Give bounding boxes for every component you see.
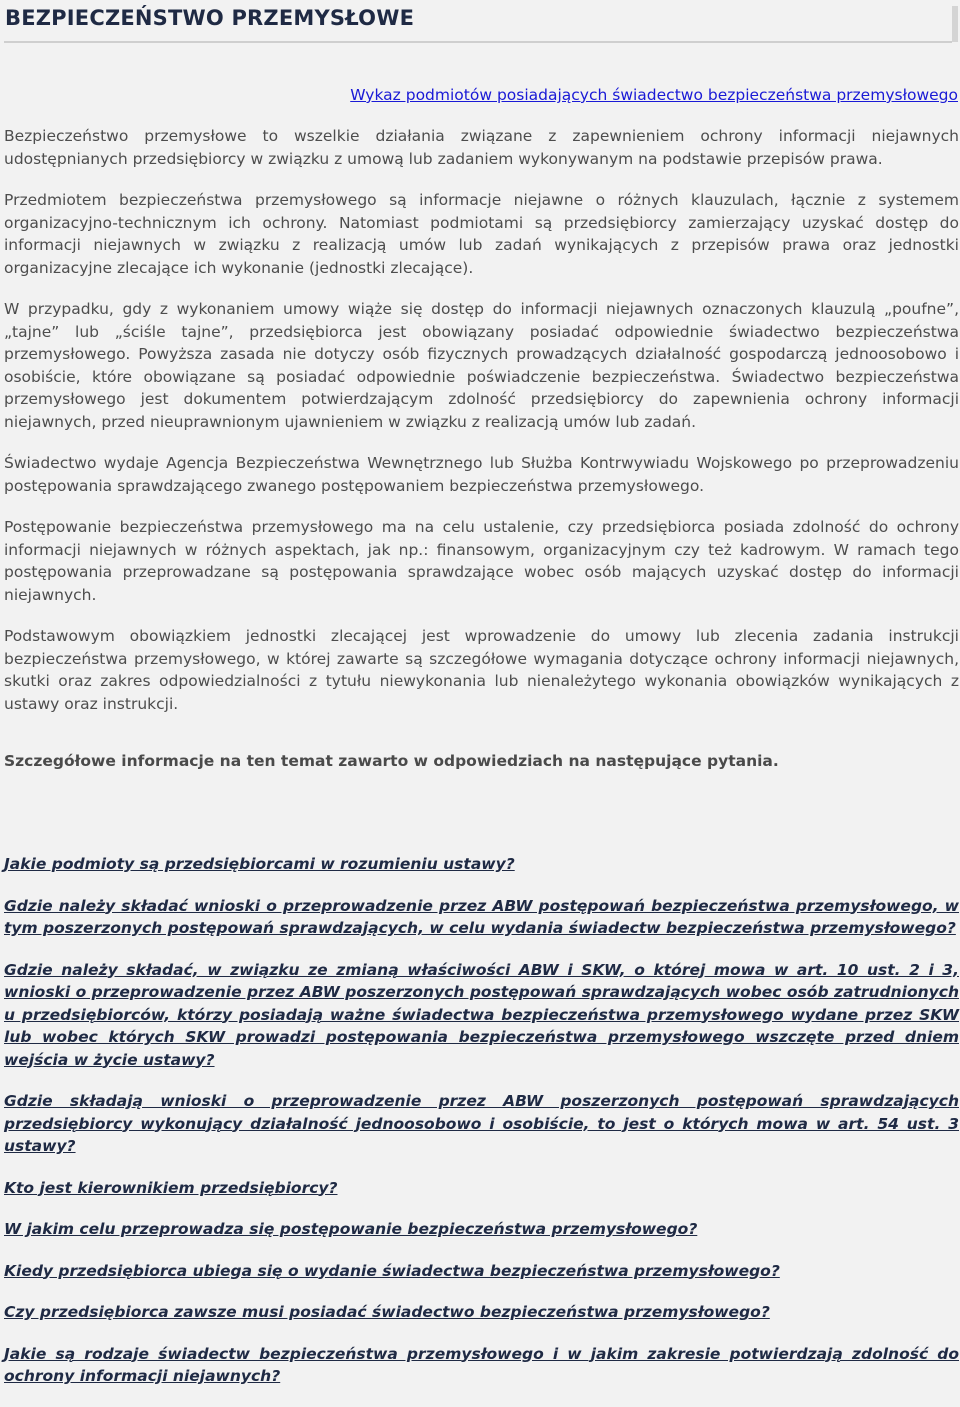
faq-link-when-apply[interactable]: Kiedy przedsiębiorca ubiega się o wydanie świadectwa bezpieczeństwa przemysłowego?	[4, 1261, 780, 1280]
page-header	[0, 0, 960, 44]
faq-link-competence-change[interactable]: Gdzie należy składać, w związku ze zmianą właściwości ABW i SKW, o której mowa w art. 10 ust. 2 i 3, wnioski o przeprowadzenie przez ABW poszerzonych postępowań sprawdzających wobec osób zatrudnionych u przedsiębiorców, którzy posiadają ważne świadectwa bezpieczeństwa przemysłowego wydane przez SKW lub wobec których SKW prowadzi postępowania bezpieczeństwa przemysłowego wszczęte przed dniem wejścia w życie ustawy?	[4, 960, 959, 1069]
paragraph-intro: Bezpieczeństwo przemysłowe to wszelkie działania związane z zapewnieniem ochrony informacji niejawnych udostępnianych przedsiębiorcy w związku z umową lub zadaniem wykonywanym na podstawie przepisów prawa.	[4, 127, 959, 168]
faq-link-entrepreneurs[interactable]: Jakie podmioty są przedsiębiorcami w rozumieniu ustawy?	[4, 855, 515, 873]
paragraph-subject: Przedmiotem bezpieczeństwa przemysłowego są informacje niejawne o różnych klauzulach, łącznie z systemem organizacyjno-technicznym ich ochrony. Natomiast podmiotami są przedsiębiorcy zamierzający uzyskać dostęp do informacji niejawnych w związku z realizacją umów lub zadań wynikających z przepisów prawa oraz jednostki organizacyjne zlecające ich wykonanie (jednostki zlecające).	[4, 191, 959, 277]
faq-link-purpose[interactable]: W jakim celu przeprowadza się postępowanie bezpieczeństwa przemysłowego?	[4, 1220, 698, 1238]
header-edge-bar	[952, 6, 958, 42]
header-divider	[4, 41, 952, 43]
faq-list	[4, 853, 959, 1407]
faq-link-manager[interactable]: Kto jest kierownikiem przedsiębiorcy?	[4, 1178, 338, 1197]
paragraph-certificate: W przypadku, gdy z wykonaniem umowy wiąże się dostęp do informacji niejawnych oznaczonych klauzulą „poufne”, „tajne” lub „ściśle tajne”, przedsiębiorca jest obowiązany posiadać odpowiednie świadectwo bezpieczeństwa przemysłowego. Powyższa zasada nie dotyczy osób fizycznych prowadzących działalność gospodarczą jednoosobowo i osobiście, które obowiązane są posiadać odpowiednie poświadczenie bezpieczeństwa. Świadectwo bezpieczeństwa przemysłowego jest dokumentem potwierdzającym zdolność przedsiębiorcy do zapewnienia ochrony informacji niejawnych, przed nieuprawnionym ujawnieniem w związku z realizacją umów lub zadań.	[4, 300, 959, 431]
article-body	[4, 125, 959, 715]
paragraph-procedure: Postępowanie bezpieczeństwa przemysłowego ma na celu ustalenie, czy przedsiębiorca posiada zdolność do ochrony informacji niejawnych w różnych aspektach, jak np.: finansowym, organizacyjnym czy też kadrowym. W ramach tego postępowania przeprowadzane są postępowania sprawdzające wobec osób mających uzyskać dostęp do informacji niejawnych.	[4, 518, 959, 604]
faq-link-certificate-types[interactable]: Jakie są rodzaje świadectw bezpieczeństwa przemysłowego i w jakim zakresie potwierdzają zdolność do ochrony informacji niejawnych?	[4, 1344, 959, 1385]
paragraph-obligation: Podstawowym obowiązkiem jednostki zlecającej jest wprowadzenie do umowy lub zlecenia zadania instrukcji bezpieczeństwa przemysłowego, w której zawarte są szczegółowe wymagania dotyczące ochrony informacji niejawnych, skutki oraz zakres odpowiedzialności z tytułu niewykonania lub nienależytego wykonania obowiązków wynikających z ustawy oraz instrukcji.	[4, 627, 959, 713]
entities-list-link[interactable]: Wykaz podmiotów posiadających świadectwo bezpieczeństwa przemysłowego	[350, 86, 958, 104]
faq-lead: Szczegółowe informacje na ten temat zawarto w odpowiedziach na następujące pytania.	[4, 752, 779, 770]
faq-link-always-required[interactable]: Czy przedsiębiorca zawsze musi posiadać świadectwo bezpieczeństwa przemysłowego?	[4, 1303, 770, 1321]
paragraph-issuer: Świadectwo wydaje Agencja Bezpieczeństwa Wewnętrznego lub Służba Kontrwywiadu Wojskowego po przeprowadzeniu postępowania sprawdzającego zwanego postępowaniem bezpieczeństwa przemysłowego.	[4, 454, 959, 495]
faq-link-where-apply[interactable]: Gdzie należy składać wnioski o przeprowadzenie przez ABW postępowań bezpieczeństwa przemysłowego, w tym poszerzonych postępowań sprawdzających, w celu wydania świadectw bezpieczeństwa przemysłowego?	[4, 896, 959, 937]
page-title: BEZPIECZEŃSTWO PRZEMYSŁOWE	[5, 6, 415, 30]
faq-link-sole-proprietors[interactable]: Gdzie składają wnioski o przeprowadzenie przez ABW poszerzonych postępowań sprawdzających przedsiębiorcy wykonujący działalność jednoosobowo i osobiście, to jest o których mowa w art. 54 ust. 3 ustawy?	[4, 1092, 959, 1155]
